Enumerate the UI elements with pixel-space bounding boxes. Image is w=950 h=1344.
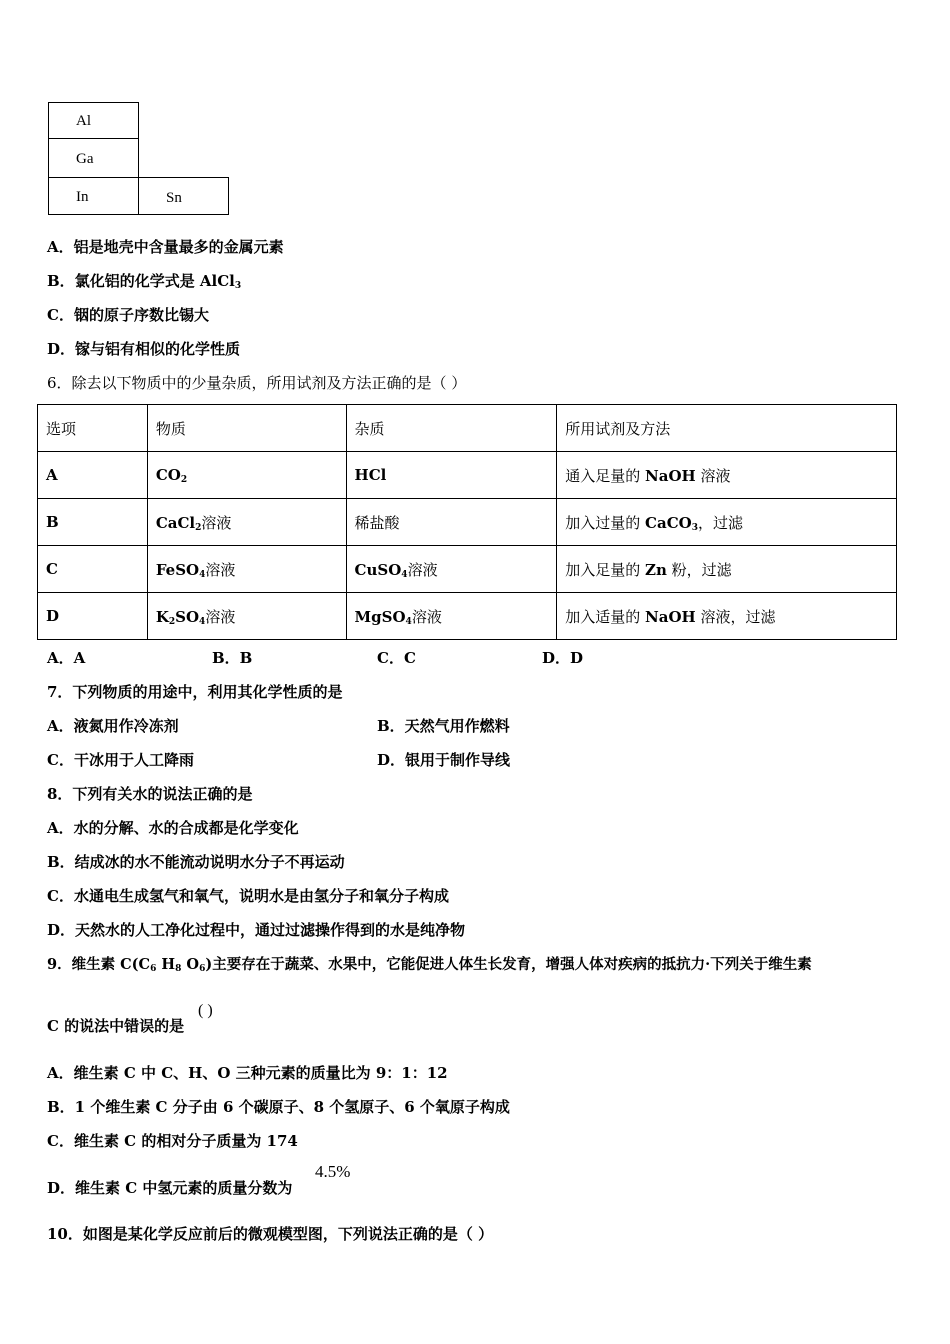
q9-title-line2: C 的说法中错误的是 xyxy=(47,1017,185,1035)
header-option: 选项 xyxy=(38,405,148,452)
q6-answer-b: B．B xyxy=(212,649,253,667)
q5-option-c: C．铟的原子序数比锡大 xyxy=(47,306,209,324)
periodic-cell-al: Al xyxy=(48,102,139,139)
periodic-cell-in: In xyxy=(48,177,139,215)
header-substance: 物质 xyxy=(147,405,346,452)
row-substance: FeSO$_4$溶液 xyxy=(147,546,346,593)
q9-answer-paren: ( ) xyxy=(198,1002,213,1019)
q7-option-a: A．液氮用作冷冻剂 xyxy=(47,717,179,735)
row-option: B xyxy=(38,499,148,546)
q7-title: 7．下列物质的用途中，利用其化学性质的是 xyxy=(47,683,343,701)
row-substance: CaCl$_2$溶液 xyxy=(147,499,346,546)
q5-option-b: B．氯化铝的化学式是 AlCl$_3$ xyxy=(47,272,242,291)
table-header-row xyxy=(38,405,897,452)
row-method: 加入足量的 Zn 粉，过滤 xyxy=(557,546,897,593)
header-impurity: 杂质 xyxy=(346,405,557,452)
row-impurity: CuSO$_4$溶液 xyxy=(346,546,557,593)
table-row xyxy=(38,546,897,593)
q9-title: 9．维生素 $C(C_6$ $H_8$ $O_6$)主要存在于蔬菜、水果中，它能促进人体生长发育，增强人体对疾病的抵抗力·下列关于维生素 xyxy=(47,956,812,974)
table-row xyxy=(38,499,897,546)
q5-option-a: A．铝是地壳中含量最多的金属元素 xyxy=(47,238,284,256)
q9-option-a: A．维生素 C 中 C、H、O 三种元素的质量比为 9：1：12 xyxy=(47,1064,448,1082)
q8-option-c: C．水通电生成氢气和氧气，说明水是由氢分子和氧分子构成 xyxy=(47,887,449,905)
row-impurity: HCl xyxy=(346,452,557,499)
row-substance: $K_2SO_4$溶液 xyxy=(147,593,346,640)
q8-option-d: D．天然水的人工净化过程中，通过过滤操作得到的水是纯净物 xyxy=(47,921,466,939)
row-option: A xyxy=(38,452,148,499)
q6-answer-d: D．D xyxy=(542,649,584,667)
q8-title: 8．下列有关水的说法正确的是 xyxy=(47,785,253,803)
row-option: D xyxy=(38,593,148,640)
q9-option-b: B．1 个维生素 C 分子由 6 个碳原子、8 个氢原子、6 个氧原子构成 xyxy=(47,1098,510,1116)
q9-option-d-value: 4.5% xyxy=(315,1162,351,1181)
q9-option-d: D．维生素 C 中氢元素的质量分数为 xyxy=(47,1179,293,1197)
q8-option-b: B．结成冰的水不能流动说明水分子不再运动 xyxy=(47,853,345,871)
q5-option-d: D．镓与铝有相似的化学性质 xyxy=(47,340,241,358)
q10-title: 10．如图是某化学反应前后的微观模型图，下列说法正确的是（ ） xyxy=(47,1225,494,1243)
periodic-cell-ga: Ga xyxy=(48,138,139,178)
q6-table xyxy=(37,404,897,640)
table-row xyxy=(38,452,897,499)
q9-option-c: C．维生素 C 的相对分子质量为 174 xyxy=(47,1132,298,1150)
q6-answer-a: A．A xyxy=(47,649,86,667)
q8-option-a: A．水的分解、水的合成都是化学变化 xyxy=(47,819,299,837)
header-method: 所用试剂及方法 xyxy=(557,405,897,452)
row-option: C xyxy=(38,546,148,593)
q7-option-d: D．银用于制作导线 xyxy=(377,751,511,769)
table-row xyxy=(38,593,897,640)
row-impurity: 稀盐酸 xyxy=(346,499,557,546)
row-method: 加入过量的 CaCO$_3$，过滤 xyxy=(557,499,897,546)
periodic-cell-sn: Sn xyxy=(138,177,229,215)
q6-answer-c: C．C xyxy=(377,649,416,667)
row-method: 通入足量的 NaOH 溶液 xyxy=(557,452,897,499)
row-method: 加入适量的 NaOH 溶液，过滤 xyxy=(557,593,897,640)
row-impurity: MgSO$_4$溶液 xyxy=(346,593,557,640)
row-substance: $CO_2$ xyxy=(147,452,346,499)
q7-option-b: B．天然气用作燃料 xyxy=(377,717,510,735)
q6-title: 6．除去以下物质中的少量杂质，所用试剂及方法正确的是（ ） xyxy=(47,374,467,392)
q7-option-c: C．干冰用于人工降雨 xyxy=(47,751,194,769)
